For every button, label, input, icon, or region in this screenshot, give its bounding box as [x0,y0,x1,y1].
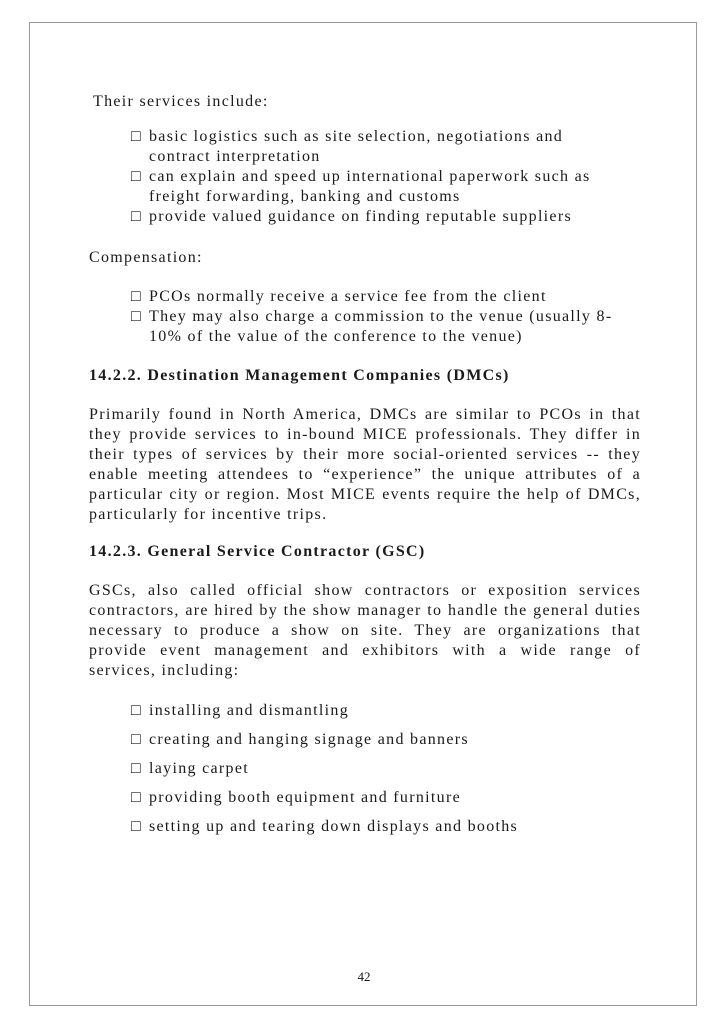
services-list [131,127,606,227]
gsc-paragraph: GSCs, also called official show contractors or exposition services contractors, are hired by the show manager to handle the general duties necessary to produce a show on site. They are organizations that provide event management and exhibitors with a wide range of services, including: [89,582,641,679]
checkbox-bullet-icon: □ [131,818,142,835]
list-item: □ provide valued guidance on finding reputable suppliers [131,208,572,225]
checkbox-bullet-icon: □ [131,208,142,225]
checkbox-bullet-icon: □ [131,168,142,185]
list-item: □ can explain and speed up international paperwork such as freight forwarding, banking and customs [131,168,591,205]
gsc-heading: 14.2.3. General Service Contractor (GSC) [89,543,426,560]
checkbox-bullet-icon: □ [131,760,142,777]
dmc-paragraph: Primarily found in North America, DMCs are similar to PCOs in that they provide services to in-bound MICE professionals. They differ in their types of services by their more social-oriented services -- they enable meeting attendees to “experience” the unique attributes of a particular city or region. Most MICE events require the help of DMCs, particularly for incentive trips. [89,406,641,523]
checkbox-bullet-icon: □ [131,128,142,145]
checkbox-bullet-icon: □ [131,288,142,305]
dmc-heading: 14.2.2. Destination Management Companies (DMCs) [89,367,510,384]
gsc-services-list [131,701,641,846]
list-item: □ PCOs normally receive a service fee from the client [131,288,547,305]
list-item: □ They may also charge a commission to the venue (usually 8-10% of the value of the conference to the venue) [131,308,613,345]
compensation-list [131,287,641,347]
checkbox-bullet-icon: □ [131,789,142,806]
list-item: □ creating and hanging signage and banners [131,731,469,748]
list-item: □ providing booth equipment and furniture [131,789,461,806]
list-item: □ laying carpet [131,760,249,777]
checkbox-bullet-icon: □ [131,702,142,719]
list-item: □ installing and dismantling [131,702,350,719]
services-intro: Their services include: [93,93,269,110]
checkbox-bullet-icon: □ [131,308,142,325]
list-item: □ setting up and tearing down displays and booths [131,818,519,835]
compensation-label: Compensation: [89,249,203,266]
list-item: □ basic logistics such as site selection, negotiations and contract interpretation [131,128,564,165]
checkbox-bullet-icon: □ [131,731,142,748]
page-number: 42 [357,969,371,984]
